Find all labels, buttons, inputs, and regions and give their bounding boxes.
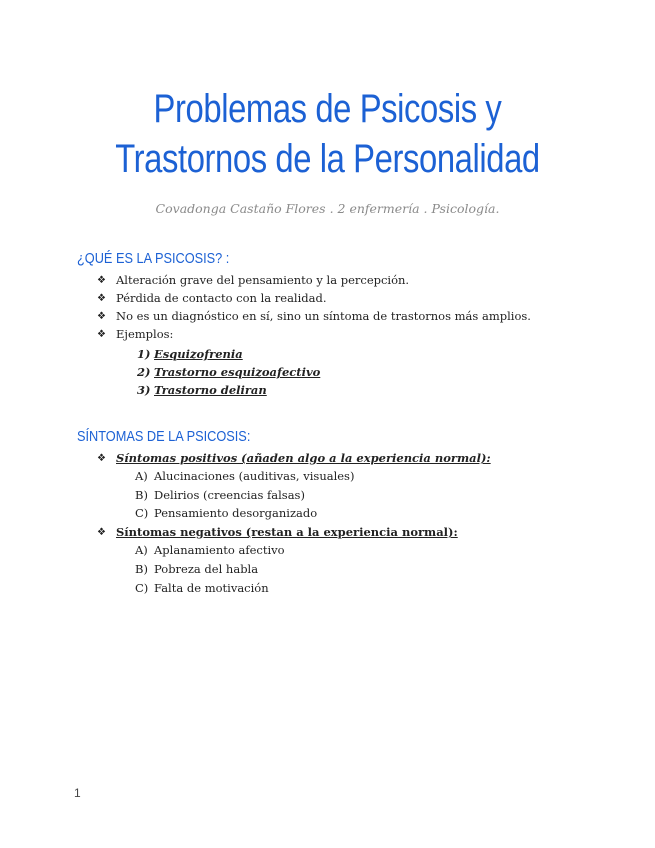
- list-item-text: No es un diagnóstico en sí, sino un síntoma de trastornos más amplios.: [116, 309, 531, 323]
- diamond-bullet-icon: ❖: [97, 311, 106, 322]
- list-item-text: Aplanamiento afectivo: [154, 543, 285, 557]
- diamond-bullet-icon: ❖: [97, 453, 106, 464]
- list-item-text: Pobreza del habla: [154, 562, 259, 576]
- example-text: Trastorno deliran: [154, 383, 267, 397]
- diamond-bullet-icon: ❖: [97, 329, 106, 340]
- item-marker: A): [135, 469, 148, 483]
- item-marker: C): [135, 506, 149, 520]
- list-item-text: Alucinaciones (auditivas, visuales): [154, 469, 355, 483]
- title-line-1: Problemas de Psicosis y: [153, 87, 502, 131]
- diamond-bullet-icon: ❖: [97, 293, 106, 304]
- example-marker: 2): [137, 365, 151, 379]
- list-item-text: Delirios (creencias falsas): [154, 488, 305, 502]
- item-marker: B): [135, 488, 148, 502]
- diamond-bullet-icon: ❖: [97, 527, 106, 538]
- positive-symptoms-label: Síntomas positivos (añaden algo a la experiencia normal):: [116, 451, 491, 465]
- list-item-text: Ejemplos:: [116, 327, 174, 341]
- list-item-text: Pérdida de contacto con la realidad.: [116, 291, 327, 305]
- diamond-bullet-icon: ❖: [97, 275, 106, 286]
- example-marker: 3): [137, 383, 151, 397]
- example-marker: 1): [137, 347, 151, 361]
- subtitle: Covadonga Castaño Flores . 2 enfermería . Psicología.: [155, 201, 500, 216]
- example-text: Trastorno esquizoafectivo: [154, 365, 321, 379]
- section-heading-what-is-psychosis: ¿QUÉ ES LA PSICOSIS? :: [77, 250, 230, 267]
- title-line-2: Trastornos de la Personalidad: [115, 137, 540, 181]
- item-marker: B): [135, 562, 148, 576]
- negative-symptoms-label: Síntomas negativos (restan a la experiencia normal):: [116, 525, 458, 539]
- item-marker: C): [135, 581, 149, 595]
- list-item-text: Pensamiento desorganizado: [154, 506, 318, 520]
- section-heading-symptoms: SÍNTOMAS DE LA PSICOSIS:: [77, 428, 251, 445]
- example-text: Esquizofrenia: [154, 347, 243, 361]
- list-item-text: Falta de motivación: [154, 581, 269, 595]
- list-item-text: Alteración grave del pensamiento y la percepción.: [116, 273, 410, 287]
- document-title: [59, 84, 596, 184]
- page-number: 1: [74, 786, 81, 800]
- item-marker: A): [135, 543, 148, 557]
